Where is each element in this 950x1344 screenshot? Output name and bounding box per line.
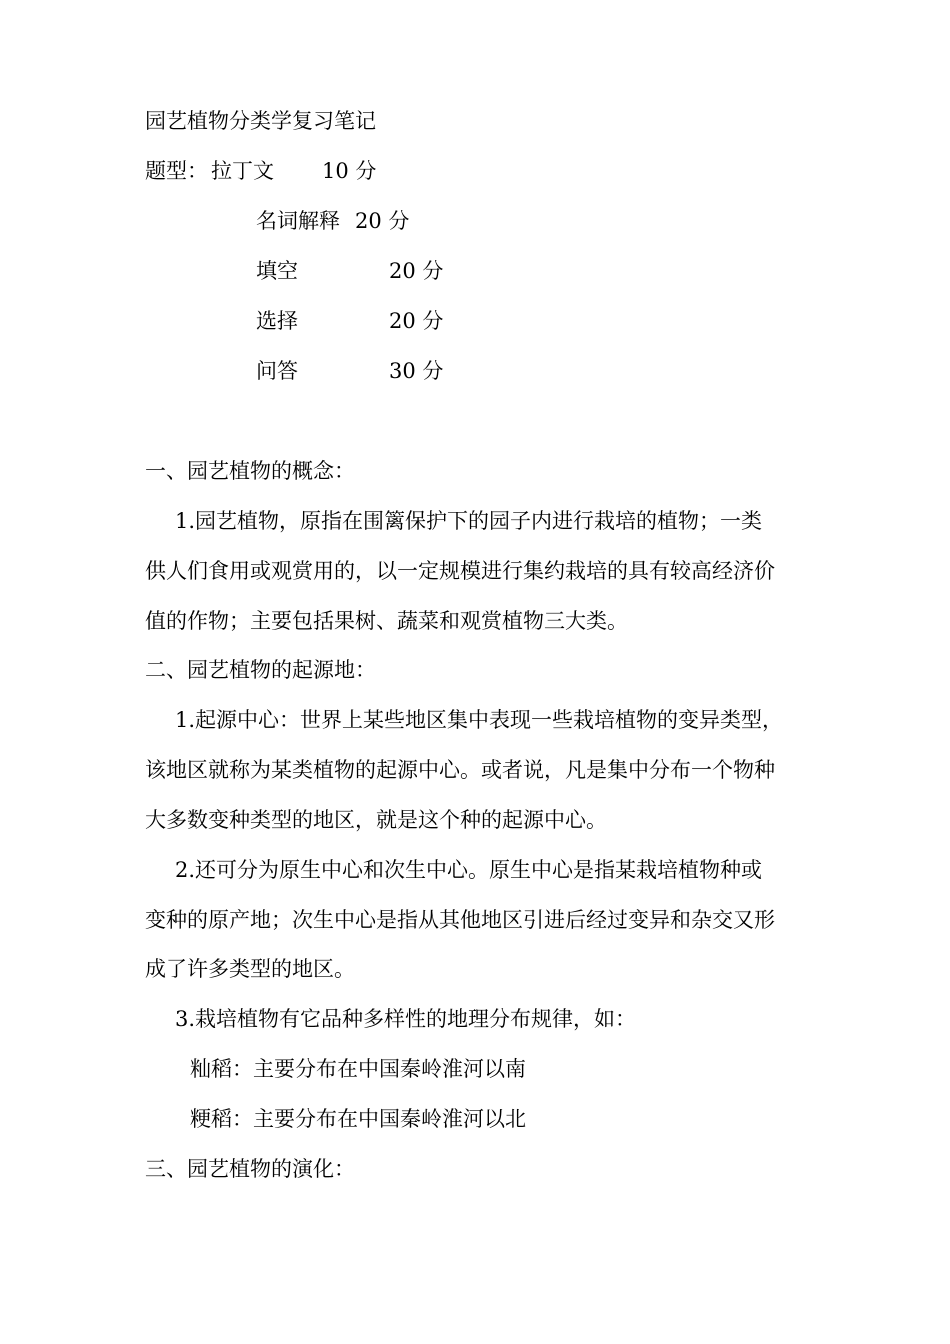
question-types-label: 题型： [145,159,208,183]
question-type-name: 拉丁文 [211,159,274,183]
document-title: 园艺植物分类学复习笔记 [145,109,376,133]
question-type-name: 选择 [256,309,298,333]
paragraph-line: 1.园艺植物，原指在围篱保护下的园子内进行栽培的植物；一类 [175,509,763,533]
section-heading: 三、园艺植物的演化： [145,1157,355,1181]
paragraph-line: 成了许多类型的地区。 [145,957,355,981]
question-type-score: 10 分 [322,159,377,183]
question-type-name: 问答 [256,359,298,383]
paragraph-line: 变种的原产地；次生中心是指从其他地区引进后经过变异和杂交又形 [145,908,775,932]
paragraph-line: 大多数变种类型的地区，就是这个种的起源中心。 [145,808,607,832]
paragraph-line: 2.还可分为原生中心和次生中心。原生中心是指某栽培植物种或 [175,858,763,882]
section-heading: 一、园艺植物的概念： [145,459,355,483]
question-type-score: 20 分 [389,309,444,333]
paragraph-line: 1.起源中心：世界上某些地区集中表现一些栽培植物的变异类型， [175,708,784,732]
paragraph-line: 值的作物；主要包括果树、蔬菜和观赏植物三大类。 [145,609,628,633]
list-item: 籼稻：主要分布在中国秦岭淮河以南 [190,1057,526,1081]
paragraph-line: 供人们食用或观赏用的，以一定规模进行集约栽培的具有较高经济价 [145,559,775,583]
question-type-name: 名词解释 [256,209,340,233]
section-heading: 二、园艺植物的起源地： [145,658,376,682]
paragraph-line: 该地区就称为某类植物的起源中心。或者说，凡是集中分布一个物种 [145,758,775,782]
question-type-name: 填空 [256,259,298,283]
paragraph-line: 3.栽培植物有它品种多样性的地理分布规律，如： [175,1007,637,1031]
question-type-score: 20 分 [355,209,410,233]
question-type-score: 30 分 [389,359,444,383]
list-item: 粳稻：主要分布在中国秦岭淮河以北 [190,1107,526,1131]
question-type-score: 20 分 [389,259,444,283]
